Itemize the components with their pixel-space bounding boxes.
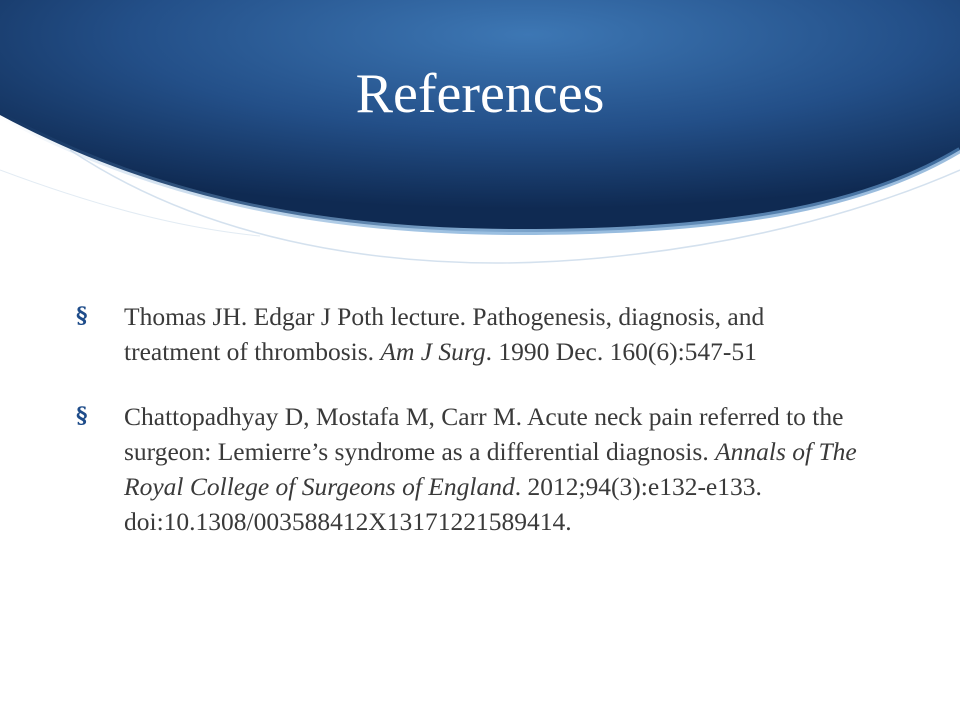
reference-citation: . 1990 Dec. 160(6):547-51 — [485, 337, 757, 366]
slide-title: References — [355, 63, 605, 125]
reference-body: Thomas JH. Edgar J Poth lecture. Pathogenesis, diagnosis, and treatment of thrombosis. — [124, 302, 765, 366]
reference-body: Chattopadhyay D, Mostafa M, Carr M. Acute neck pain referred to the surgeon: Lemierre’s syndrome as a differential diagnosis. — [124, 402, 844, 466]
section-sign-icon: § — [76, 303, 88, 329]
list-item — [76, 299, 866, 369]
reference-text — [124, 402, 857, 536]
reference-text — [124, 302, 764, 366]
header-background — [0, 0, 960, 270]
reference-list — [76, 299, 866, 569]
list-item — [76, 399, 866, 539]
reference-journal: Am J Surg — [380, 337, 486, 366]
section-sign-icon: § — [76, 403, 88, 429]
reference-citation: . 2012;94(3):e132-e133. doi:10.1308/003588412X13171221589414. — [124, 472, 762, 536]
reference-journal: Annals of The Royal College of Surgeons of England — [124, 437, 857, 501]
